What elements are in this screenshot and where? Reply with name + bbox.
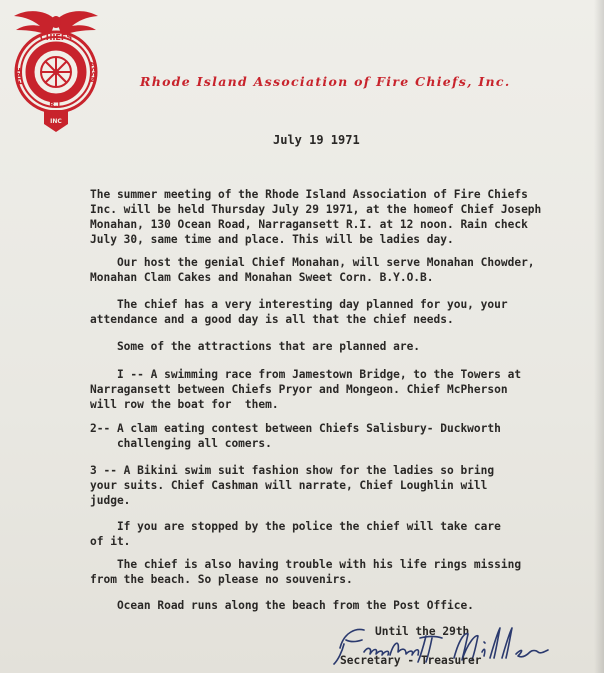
seal-top-text: CHIEFS	[39, 33, 73, 42]
paragraph-meeting-details: The summer meeting of the Rhode Island Association of Fire Chiefs Inc. will be held Thursday July 29 1971, at the homeof Chief Joseph Monahan, 130 Ocean Road, Narragansett R.I. at 12 noon. Rain check July 30, same time and place. This will be ladies day.	[90, 188, 542, 246]
paragraph-attractions-intro: Some of the attractions that are planned are.	[90, 340, 421, 353]
paragraph-police: If you are stopped by the police the chief will take care of it.	[90, 520, 501, 548]
seal-bottom-text: R.I.	[49, 101, 63, 109]
seal-left-text: FIRE	[16, 67, 24, 85]
paragraph-host-menu: Our host the genial Chief Monahan, will serve Monahan Chowder, Monahan Clam Cakes and Monahan Sweet Corn. B.Y.O.B.	[90, 256, 535, 284]
paragraph-life-rings: The chief is also having trouble with his life rings missing from the beach. So please no souvenirs.	[90, 558, 522, 586]
paragraph-directions: Ocean Road runs along the beach from the Post Office.	[90, 599, 474, 612]
signer-title: Secretary - Treasurer	[340, 654, 482, 667]
list-item-bikini-fashion-show: 3 -- A Bikini swim suit fashion show for the ladies so bring your suits. Chief Cashman will narrate, Chief Loughlin will judge.	[90, 464, 495, 507]
list-item-clam-eating-contest: 2-- A clam eating contest between Chiefs Salisbury- Duckworth challenging all comers.	[90, 422, 501, 450]
page-edge-shadow	[594, 0, 604, 673]
letter-date: July 19 1971	[273, 133, 360, 147]
letterhead-organization-name: Rhode Island Association of Fire Chiefs, Inc.	[140, 74, 511, 89]
fire-chiefs-seal-logo	[6, 6, 106, 136]
list-item-swimming-race: I -- A swimming race from Jamestown Bridge, to the Towers at Narragansett between Chiefs Pryor and Mongeon. Chief McPherson will row the boat for them.	[90, 368, 522, 411]
seal-badge-text: INC	[50, 118, 62, 125]
seal-right-text: ASSN	[88, 61, 96, 83]
paragraph-day-planned: The chief has a very interesting day planned for you, your attendance and a good day is all that the chief needs.	[90, 298, 508, 326]
closing-line: Until the 29th	[375, 625, 470, 638]
